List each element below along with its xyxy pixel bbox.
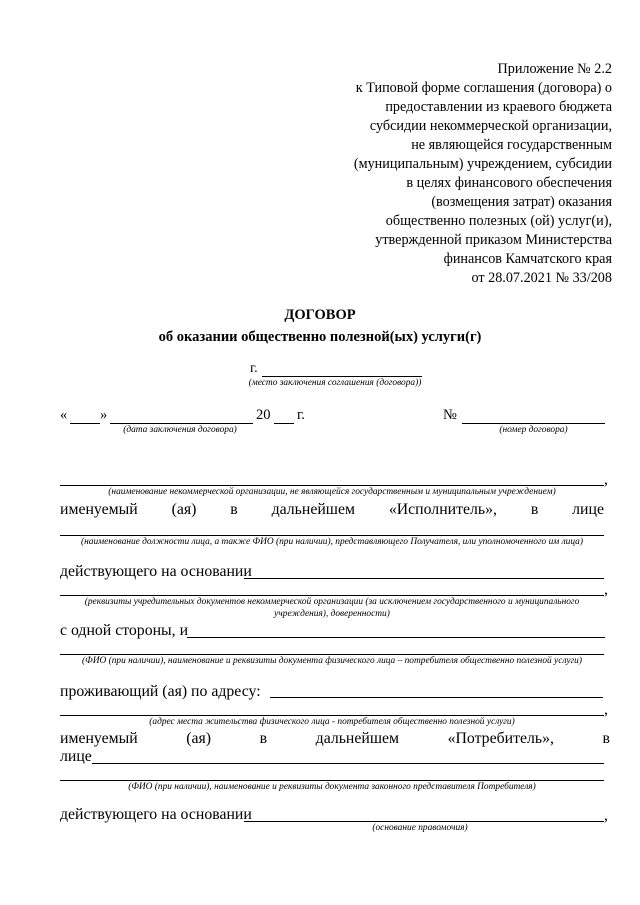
header-line: предоставлении из краевого бюджета bbox=[385, 99, 612, 115]
address-field[interactable] bbox=[270, 697, 603, 698]
one-side-label: с одной стороны, и bbox=[60, 622, 189, 639]
place-field[interactable] bbox=[262, 376, 422, 377]
header-line: субсидии некоммерческой организации, bbox=[369, 118, 612, 134]
comma: , bbox=[604, 581, 608, 598]
word: в bbox=[530, 501, 539, 518]
executor-named-line bbox=[60, 501, 604, 519]
year-field[interactable] bbox=[274, 423, 294, 424]
consumer-field[interactable] bbox=[187, 637, 605, 638]
word: лице bbox=[572, 501, 604, 518]
word: в bbox=[259, 730, 268, 747]
comma: , bbox=[604, 471, 608, 488]
date-quote-close: » bbox=[100, 407, 108, 423]
header-line: финансов Камчатского края bbox=[443, 251, 612, 267]
word: дальнейшем bbox=[271, 501, 355, 518]
representative-caption: (наименование должности лица, а также ФИО (при наличии), представляющего Получателя, или уполномоченного им лица) bbox=[81, 537, 583, 547]
month-field[interactable] bbox=[110, 423, 253, 424]
date-caption: (дата заключения договора) bbox=[123, 425, 237, 435]
authority-field[interactable] bbox=[244, 821, 604, 822]
header-line: от 28.07.2021 № 33/208 bbox=[471, 270, 612, 286]
year-prefix: 20 bbox=[256, 407, 271, 423]
date-quote-open: « bbox=[60, 407, 68, 423]
word: (ая) bbox=[171, 501, 197, 518]
documents-caption: (реквизиты учредительных документов некоммерческой организации (за исключением государственного и муниципального учреждения), доверенности) bbox=[84, 597, 580, 619]
face-label: лице bbox=[60, 748, 92, 765]
organization-caption: (наименование некоммерческой организации, не являющейся государственным и муниципальным учреждением) bbox=[108, 487, 556, 497]
comma: , bbox=[604, 701, 608, 718]
header-line: (возмещения затрат) оказания bbox=[431, 194, 612, 210]
header-line: Приложение № 2.2 bbox=[497, 61, 612, 77]
document-subtitle: об оказании общественно полезной(ых) услуги(г) bbox=[158, 329, 482, 345]
number-sign: № bbox=[443, 407, 457, 423]
year-suffix: г. bbox=[297, 407, 305, 423]
number-caption: (номер договора) bbox=[499, 425, 568, 435]
word: дальнейшем bbox=[315, 730, 400, 747]
contract-number-field[interactable] bbox=[462, 423, 605, 424]
representative-field[interactable] bbox=[60, 535, 604, 536]
header-line: утвержденной приказом Министерства bbox=[375, 232, 612, 248]
address-caption: (адрес места жительства физического лица - потребителя общественно полезной услуги) bbox=[149, 717, 515, 727]
consumer-field-continued[interactable] bbox=[60, 654, 604, 655]
address-field-continued[interactable] bbox=[60, 715, 604, 716]
word: в bbox=[602, 730, 610, 747]
word: именуемый bbox=[60, 501, 138, 518]
header-line: к Типовой форме соглашения (договора) о bbox=[355, 80, 612, 96]
acting-on-basis-label-2: действующего на основании bbox=[60, 806, 252, 823]
legal-rep-field-continued[interactable] bbox=[60, 780, 604, 781]
word: «Потребитель», bbox=[447, 730, 554, 747]
living-at-label: проживающий (ая) по адресу: bbox=[60, 683, 261, 700]
consumer-named-line bbox=[60, 730, 610, 748]
word: в bbox=[230, 501, 238, 518]
document-title: ДОГОВОР bbox=[284, 307, 356, 323]
consumer-caption: (ФИО (при наличии), наименование и реквизиты документа физического лица – потребителя общественно полезной услуги) bbox=[82, 656, 582, 666]
authority-caption: (основание правомочия) bbox=[372, 823, 468, 833]
basis-field[interactable] bbox=[244, 578, 604, 579]
word: (ая) bbox=[186, 730, 212, 747]
day-field[interactable] bbox=[70, 423, 100, 424]
legal-rep-caption: (ФИО (при наличии), наименование и реквизиты документа законного представителя Потребителя) bbox=[128, 782, 536, 792]
organization-field[interactable] bbox=[60, 485, 604, 486]
header-line: не являющейся государственным bbox=[411, 137, 612, 153]
word: «Исполнитель», bbox=[388, 501, 497, 518]
header-line: общественно полезных (ой) услуг(и), bbox=[385, 213, 612, 229]
comma: , bbox=[604, 807, 608, 824]
header-line: (муниципальным) учреждением, субсидии bbox=[353, 156, 612, 172]
header-line: в целях финансового обеспечения bbox=[406, 175, 612, 191]
place-caption: (место заключения соглашения (договора)) bbox=[248, 378, 422, 388]
acting-on-basis-label: действующего на основании bbox=[60, 563, 252, 580]
legal-rep-field[interactable] bbox=[92, 763, 604, 764]
word: именуемый bbox=[60, 730, 138, 747]
basis-field-continued[interactable] bbox=[60, 595, 604, 596]
place-prefix: г. bbox=[250, 361, 258, 376]
